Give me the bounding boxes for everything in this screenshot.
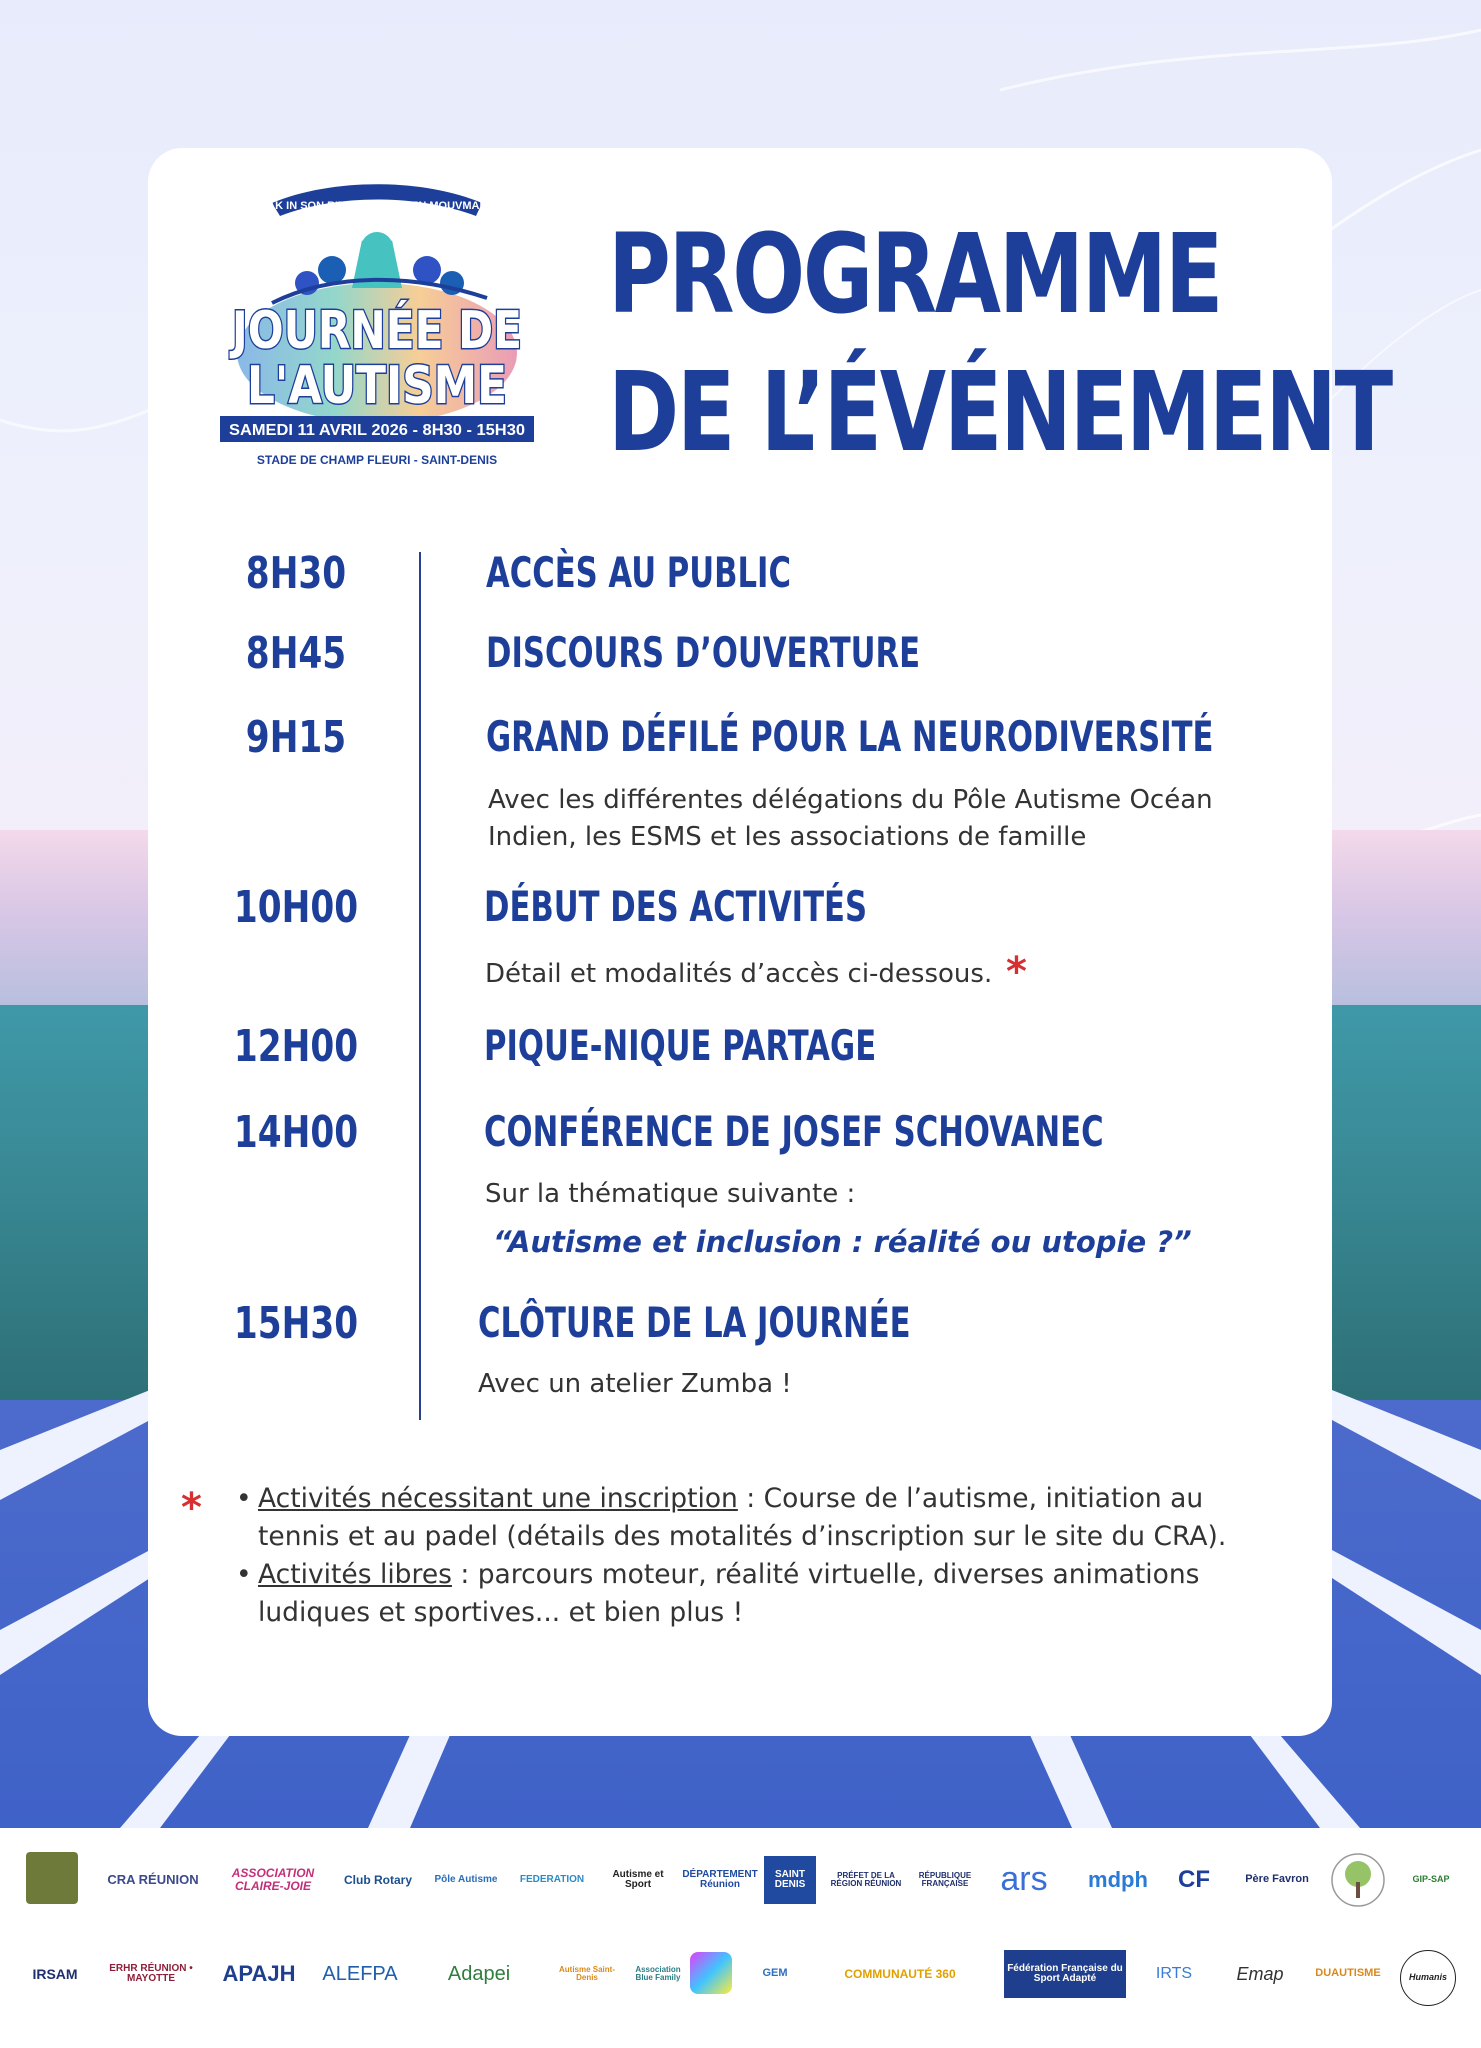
time-0915: 9H15 [245, 712, 347, 763]
event-title-discours: DISCOURS D’OUVERTURE [486, 628, 921, 677]
partner-humanis: Humanis [1400, 1950, 1456, 2006]
partner-alefpa: ALEFPA [322, 1962, 398, 1985]
partner-adapei: Adapei [447, 1962, 511, 1985]
partner-communaute-360: COMMUNAUTÉ 360 [844, 1966, 956, 1981]
event-title-conference: CONFÉRENCE DE JOSEF SCHOVANEC [484, 1107, 1104, 1156]
note-libres-text: : parcours moteur, réalité virtuelle, diverses animations ludiques et sportives... et bien plus ! [258, 1559, 1200, 1628]
event-title-acces-public: ACCÈS AU PUBLIC [486, 548, 791, 597]
partner-federation: FEDERATION [519, 1873, 585, 1885]
partner-champ-fleuri: CF [1178, 1866, 1210, 1894]
time-0845: 8H45 [245, 628, 347, 679]
partner-emap: Emap [1236, 1963, 1284, 1984]
partner-gip-sap: GIP-SAP [1412, 1874, 1450, 1885]
time-1530: 15H30 [233, 1298, 359, 1349]
event-title-cloture: CLÔTURE DE LA JOURNÉE [478, 1298, 911, 1347]
partner-claire-joie: ASSOCIATION CLAIRE-JOIE [231, 1866, 315, 1893]
partner-sport-adapte: Fédération Française du Sport Adapté [1004, 1950, 1126, 1998]
colorful-puzzle-icon [690, 1952, 732, 1994]
partner-mdph: mdph [1088, 1867, 1148, 1893]
partner-autisme-saint-denis: Autisme Saint-Denis [558, 1964, 615, 1982]
partner-departement: DÉPARTEMENT Réunion [682, 1868, 758, 1890]
partner-pole-autisme: Pôle Autisme [434, 1873, 498, 1885]
time-1400: 14H00 [233, 1107, 359, 1158]
event-desc-defile-1: Avec les différentes délégations du Pôle Autisme Océan [488, 785, 1213, 815]
page-title [608, 205, 1391, 481]
logo-date: SAMEDI 11 AVRIL 2026 - 8H30 - 15H30 [229, 422, 526, 439]
partner-saint-denis: SAINT DENIS [764, 1856, 816, 1904]
note-inscription-text: : Course de l’autisme, initiation au tennis et au padel (détails des motalités d’inscription sur le site du CRA). [258, 1483, 1227, 1552]
logo-line2: L'AUTISME [247, 356, 507, 416]
partner-erhr: ERHR RÉUNION • MAYOTTE [109, 1962, 193, 1984]
note-inscription [236, 1480, 1276, 1556]
time-1200: 12H00 [233, 1021, 359, 1072]
logo-venue: STADE DE CHAMP FLEURI - SAINT-DENIS [256, 453, 498, 467]
time-0830: 8H30 [245, 548, 347, 599]
note-libres [236, 1556, 1276, 1632]
partner-pere-favron: Père Favron [1245, 1873, 1309, 1886]
conference-quote: “Autisme et inclusion : réalité ou utopie ?” [493, 1225, 1192, 1259]
partner-irts: IRTS [1155, 1964, 1193, 1982]
logo-tagline: SAK IN SON RITM, ANSANM EN MOUVMAN ! [259, 200, 495, 212]
event-desc-conference: Sur la thématique suivante : [485, 1179, 856, 1209]
event-desc-activites: Détail et modalités d’accès ci-dessous. [485, 959, 993, 989]
partner-apajh: APAJH [222, 1961, 296, 1987]
partner-rotary: Club Rotary [343, 1872, 412, 1887]
title-line2: DE L’ÉVÉNEMENT [608, 348, 1391, 476]
partner-republique: RÉPUBLIQUE FRANÇAISE [918, 1870, 972, 1888]
partner-irsam: IRSAM [32, 1965, 78, 1982]
event-title-debut-activites: DÉBUT DES ACTIVITÉS [484, 882, 868, 931]
event-desc-defile-2: Indien, les ESMS et les associations de famille [488, 822, 1087, 852]
event-title-grand-defile: GRAND DÉFILÉ POUR LA NEURODIVERSITÉ [486, 712, 1214, 761]
partner-gem: GEM [762, 1967, 788, 1980]
timeline-divider [419, 552, 421, 1420]
asterisk-marker: * [1006, 949, 1027, 995]
title-line1: PROGRAMME [608, 210, 1222, 338]
partner-ars: ars [1000, 1860, 1048, 1899]
time-1000: 10H00 [233, 882, 359, 933]
tree-logo-icon [1330, 1852, 1386, 1908]
partner-prefet: PRÉFET DE LA RÉGION RÉUNION [830, 1870, 902, 1888]
event-title-pique-nique: PIQUE-NIQUE PARTAGE [484, 1021, 877, 1070]
autisme-reunion-logo [26, 1852, 78, 1904]
partner-autisme-sport: Autisme et Sport [612, 1868, 664, 1890]
partner-cra-reunion: CRA RÉUNION [107, 1872, 199, 1888]
partner-duautisme: DUAUTISME [1315, 1967, 1381, 1980]
note-libres-label: Activités libres [258, 1559, 452, 1590]
notes-asterisk: * [181, 1485, 202, 1531]
journee-autisme-logo [212, 178, 590, 478]
note-inscription-label: Activités nécessitant une inscription [258, 1483, 738, 1514]
activities-notes [236, 1480, 1276, 1632]
logo-line1: JOURNÉE DE [232, 301, 590, 361]
partner-blue-family: Association Blue Family [635, 1964, 681, 1982]
event-desc-cloture: Avec un atelier Zumba ! [478, 1369, 792, 1399]
